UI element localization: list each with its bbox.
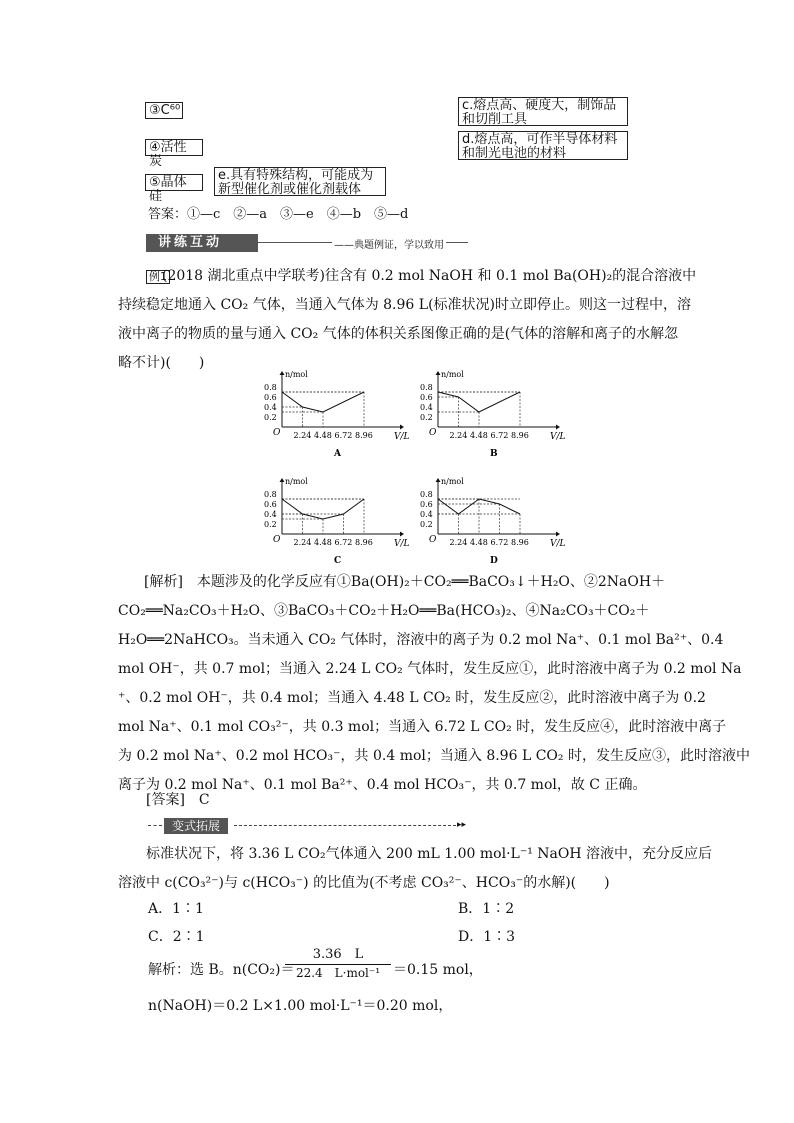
chart-a-ytick: 0.2 [264, 413, 277, 422]
analysis-line: CO₂══Na₂CO₃＋H₂O、③BaCO₃＋CO₂＋H₂O══Ba(HCO₃)₂、④Na₂CO₃＋CO₂＋ [118, 603, 650, 619]
solution-fraction [285, 947, 391, 981]
chart-b-ytick: 0.6 [420, 393, 433, 402]
chart-a-xlabel: V/L [394, 432, 410, 442]
option-d-box [458, 131, 628, 160]
question-line: (2018 湖北重点中学联考)往含有 0.2 mol NaOH 和 0.1 mol Ba(OH)₂的混合溶液中 [162, 268, 697, 284]
analysis-line: H₂O══2NaHCO₃。当未通入 CO₂ 气体时，溶液中的离子为 0.2 mol Na⁺、0.1 mol Ba²⁺、0.4 [118, 632, 724, 648]
chart-d-xtick: 8.96 [511, 538, 529, 547]
chart-a-xtick: 6.72 [334, 431, 353, 440]
chart-a-x-arrow [400, 425, 404, 430]
chart-d-ylabel: n/mol [441, 477, 464, 486]
chart-a-xtick: 4.48 [314, 431, 332, 440]
question-line: 液中离子的物质的量与通入 CO₂ 气体的体积关系图像正确的是(气体的溶解和离子的水解忽 [118, 326, 679, 342]
chart-c-ytick: 0.4 [264, 510, 277, 519]
chart-c-xlabel: V/L [394, 539, 410, 549]
item-activated-carbon: ④活性炭 [145, 139, 203, 156]
question-line: 略不计)( ) [118, 355, 205, 371]
option-c-line1: c.熔点高、硬度大，制饰品 [462, 98, 617, 113]
chart-a-y-arrow [280, 371, 285, 375]
chart-c-ytick: 0.8 [264, 490, 277, 499]
chart-c-origin: O [273, 535, 281, 545]
fraction-denominator: 22.4 L·mol⁻¹ [295, 966, 381, 980]
choice-a: A．1∶1 [148, 901, 204, 917]
chart-a-origin: O [273, 428, 281, 438]
chart-d-ytick: 0.4 [420, 510, 433, 519]
variant-banner [148, 818, 466, 834]
chart-d-xlabel: V/L [550, 539, 566, 549]
chart-c-ylabel: n/mol [285, 477, 308, 486]
answer-line: 答案：①—c ②—a ③—e ④—b ⑤—d [148, 207, 409, 222]
chart-c-ytick: 0.2 [264, 520, 277, 529]
chart-d-xtick: 4.48 [470, 538, 488, 547]
choice-d: D．1∶3 [458, 929, 516, 945]
option-d-line2: 和制光电池的材料 [462, 146, 567, 161]
chart-d-y-arrow [436, 478, 441, 482]
chart-a-ylabel: n/mol [285, 370, 308, 379]
option-e-box [214, 167, 386, 196]
choice-c: C．2∶1 [148, 929, 205, 945]
chart-d-ytick: 0.8 [420, 490, 433, 499]
chart-b-ytick: 0.8 [420, 383, 433, 392]
option-c-box [458, 97, 628, 126]
option-d-line1: d.熔点高，可作半导体材料 [462, 132, 618, 147]
option-e-line2: 新型催化剂或催化剂载体 [218, 182, 362, 197]
chart-a-xtick: 2.24 [293, 431, 312, 440]
arrow-right-icon: ▸▸ [456, 820, 466, 830]
chart-a-ytick: 0.4 [264, 403, 277, 412]
analysis-line: 为 0.2 mol Na⁺、0.2 mol HCO₃⁻，共 0.4 mol；当通入 8.96 L CO₂ 时，发生反应③，此时溶液中 [118, 748, 750, 764]
chart-a-ytick: 0.6 [264, 393, 277, 402]
chart-d-ytick: 0.2 [420, 520, 433, 529]
chart-c-xtick: 4.48 [314, 538, 332, 547]
analysis-line: mol OH⁻，共 0.7 mol；当通入 2.24 L CO₂ 气体时，发生反应①，此时溶液中离子为 0.2 mol Na [118, 661, 742, 677]
option-e-line1: e.具有特殊结构，可能成为 [218, 168, 374, 183]
question-line: 持续稳定地通入 CO₂ 气体，当通入气体为 8.96 L(标准状况)时立即停止。则这一过程中，溶 [118, 297, 691, 313]
variant-question [118, 840, 713, 898]
chart-c-xtick: 2.24 [293, 538, 312, 547]
option-c-line2: 和切削工具 [462, 112, 528, 127]
section-banner [146, 234, 468, 252]
chart-options [0, 370, 794, 570]
chart-b-ytick: 0.2 [420, 413, 433, 422]
chart-b-ylabel: n/mol [441, 370, 464, 379]
item-c60: ③C⁶⁰ [145, 102, 183, 119]
example-tag: 例1 [146, 265, 170, 284]
solution-suffix: ＝0.15 mol， [393, 962, 483, 978]
variant-line: 溶液中 c(CO₃²⁻)与 c(HCO₃⁻) 的比值为(不考虑 CO₃²⁻、HCO₃⁻的水解)( ) [118, 875, 610, 891]
chart-c-xtick: 6.72 [334, 538, 353, 547]
chart-d-xtick: 2.24 [449, 538, 468, 547]
chart-b-xtick: 6.72 [490, 431, 509, 440]
chart-b-xlabel: V/L [550, 432, 566, 442]
chart-a-series-line [282, 392, 364, 412]
chart-c-x-arrow [400, 532, 404, 537]
variant-line: 标准状况下，将 3.36 L CO₂气体通入 200 mL 1.00 mol·L⁻¹ NaOH 溶液中，充分反应后 [146, 846, 713, 862]
item-crystal-silicon: ⑤晶体硅 [145, 174, 203, 191]
choice-b: B．1∶2 [458, 901, 515, 917]
chart-c-y-arrow [280, 478, 285, 482]
analysis-text [118, 568, 750, 800]
chart-d-ytick: 0.6 [420, 500, 433, 509]
chart-a-ytick: 0.8 [264, 383, 277, 392]
chart-b-ytick: 0.4 [420, 403, 433, 412]
chart-b-series-line [438, 392, 520, 412]
chart-a-xtick: 8.96 [355, 431, 373, 440]
chart-d-caption: D [490, 556, 498, 566]
variant-tag: 变式拓展 [164, 818, 228, 834]
chart-c-series-line [282, 499, 364, 519]
chart-c-caption: C [334, 556, 342, 566]
example-question [118, 262, 697, 378]
analysis-line: [解析] 本题涉及的化学反应有①Ba(OH)₂＋CO₂══BaCO₃↓＋H₂O、②2NaOH＋ [144, 574, 666, 590]
chart-b-origin: O [429, 428, 437, 438]
chart-b-xtick: 4.48 [470, 431, 488, 440]
solution-prefix: 解析：选 B。n(CO₂)＝ [148, 962, 295, 978]
chart-b-y-arrow [436, 371, 441, 375]
analysis-line: 离子为 0.2 mol Na⁺、0.1 mol Ba²⁺、0.4 mol HCO₃⁻，共 0.7 mol，故 C 正确。 [118, 777, 647, 793]
chart-c-xtick: 8.96 [355, 538, 373, 547]
chart-d-x-arrow [556, 532, 560, 537]
banner-subtitle: ——典题例证，学以致用 [332, 236, 446, 251]
chart-b-xtick: 8.96 [511, 431, 529, 440]
chart-b-caption: B [490, 449, 498, 459]
analysis-answer: [答案] C [146, 792, 210, 808]
analysis-line: mol Na⁺、0.1 mol CO₃²⁻，共 0.3 mol；当通入 6.72 L CO₂ 时，发生反应④，此时溶液中离子 [118, 719, 727, 735]
chart-b-x-arrow [556, 425, 560, 430]
analysis-line: ⁺、0.2 mol OH⁻，共 0.4 mol；当通入 4.48 L CO₂ 时，发生反应②，此时溶液中离子为 0.2 [118, 690, 706, 706]
chart-d-xtick: 6.72 [490, 538, 509, 547]
chart-d-origin: O [429, 535, 437, 545]
chart-b-xtick: 2.24 [449, 431, 468, 440]
chart-a-caption: A [334, 449, 341, 459]
chart-c-ytick: 0.6 [264, 500, 277, 509]
banner-title: 讲练互动 [146, 234, 258, 252]
fraction-numerator: 3.36 L [312, 947, 364, 962]
solution-line2: n(NaOH)＝0.2 L×1.00 mol·L⁻¹＝0.20 mol， [148, 998, 453, 1014]
